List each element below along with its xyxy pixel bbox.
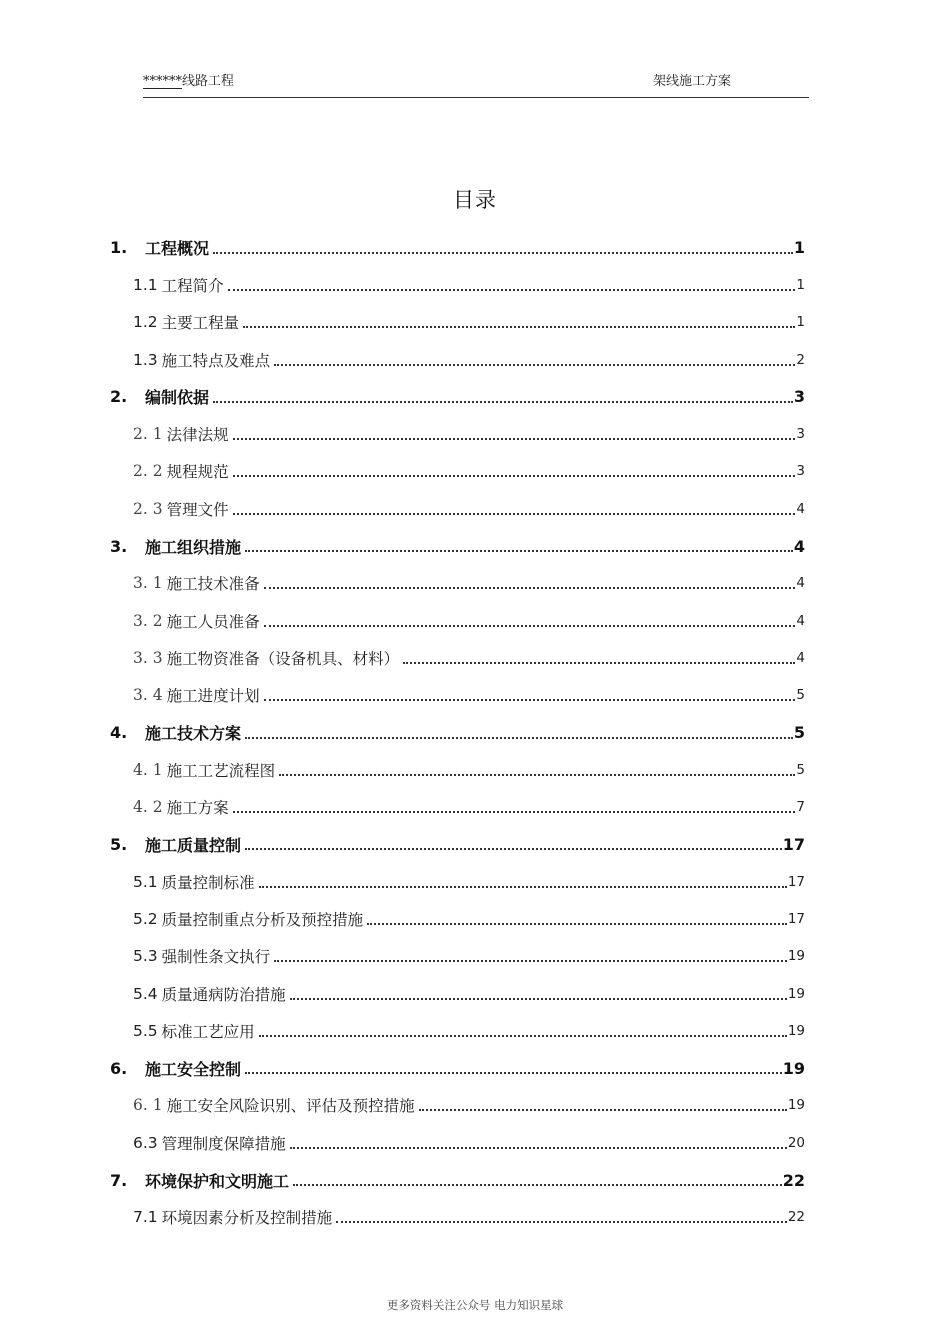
toc-leader-dots (419, 1109, 787, 1111)
header-left-text: 线路工程 (182, 74, 235, 89)
toc-entry-page: 5 (793, 723, 805, 742)
toc-entry-section[interactable] (110, 863, 805, 900)
toc-entry-label: 施工技术方案 (145, 724, 242, 743)
toc-entry-chapter[interactable] (110, 714, 805, 751)
toc-entry-section[interactable] (110, 602, 805, 639)
toc-entry-section[interactable] (110, 938, 805, 975)
toc-entry-number: 3. 2 (133, 611, 163, 630)
toc-entry-label: 管理文件 (166, 500, 229, 519)
toc-entry-page: 17 (787, 873, 805, 890)
toc-leader-dots (274, 960, 787, 962)
toc-entry-label: 施工物资准备（设备机具、材料） (166, 649, 400, 668)
toc-leader-dots (245, 848, 782, 850)
toc-entry-number: 2. 1 (133, 425, 163, 444)
toc-entry-number: 1.1 (133, 275, 158, 294)
toc-entry-section[interactable] (110, 788, 805, 825)
toc-entry-page: 20 (787, 1134, 805, 1151)
toc-entry-number: 1.2 (133, 313, 158, 332)
toc-entry-section[interactable] (110, 304, 805, 341)
toc-entry-page: 4 (796, 575, 805, 592)
toc-entry-number: 7.1 (133, 1208, 158, 1227)
page-footer: 更多资料关注公众号 电力知识星球 (386, 1298, 564, 1312)
toc-entry-label: 规程规范 (166, 463, 229, 482)
toc-entry-label: 环境保护和文明施工 (145, 1171, 290, 1191)
toc-entry-page: 22 (782, 1170, 805, 1190)
toc-entry-page: 19 (787, 1022, 805, 1039)
toc-entry-section[interactable] (110, 490, 805, 527)
toc-entry-page: 1 (793, 238, 805, 258)
toc-entry-chapter[interactable] (110, 229, 805, 266)
toc-entry-section[interactable] (110, 453, 805, 490)
toc-entry-page: 19 (787, 1097, 805, 1114)
toc-leader-dots (245, 1072, 782, 1074)
toc-entry-page: 4 (796, 500, 805, 517)
toc-entry-page: 5 (796, 761, 805, 778)
toc-entry-label: 施工工艺流程图 (166, 761, 276, 780)
toc-entry-label: 施工技术准备 (166, 575, 260, 594)
header-divider (143, 97, 809, 98)
toc-entry-number: 2. 2 (133, 462, 163, 481)
toc-entry-number: 4. (110, 723, 128, 742)
toc-entry-number: 6. (110, 1058, 128, 1078)
page-header (143, 68, 809, 100)
toc-entry-section[interactable] (110, 1012, 805, 1049)
toc-entry-section[interactable] (110, 900, 805, 937)
toc-leader-dots (228, 289, 796, 291)
header-project-name (143, 70, 234, 89)
toc-entry-label: 主要工程量 (161, 314, 240, 333)
toc-entry-page: 17 (782, 834, 805, 854)
toc-entry-label: 工程简介 (161, 276, 224, 295)
toc-entry-number: 6. 1 (133, 1096, 163, 1115)
toc-leader-dots (264, 587, 796, 589)
toc-entry-label: 施工人员准备 (166, 612, 260, 631)
toc-leader-dots (264, 699, 796, 701)
toc-leader-dots (245, 550, 793, 552)
toc-entry-label: 施工特点及难点 (161, 351, 271, 370)
toc-entry-chapter[interactable] (110, 527, 805, 564)
toc-entry-label: 标准工艺应用 (161, 1022, 255, 1041)
toc-leader-dots (264, 625, 796, 627)
toc-entry-number: 3. 4 (133, 686, 163, 705)
toc-entry-page: 5 (796, 687, 805, 704)
toc-entry-number: 5.1 (133, 872, 158, 891)
toc-entry-page: 3 (796, 426, 805, 443)
toc-entry-label: 强制性条文执行 (161, 948, 271, 967)
toc-leader-dots (213, 252, 793, 254)
toc-entry-number: 4. 1 (133, 760, 163, 779)
toc-entry-number: 2. 3 (133, 499, 163, 518)
toc-leader-dots (245, 737, 793, 739)
toc-entry-page: 7 (796, 799, 805, 816)
toc-entry-section[interactable] (110, 341, 805, 378)
toc-entry-label: 施工质量控制 (145, 835, 242, 855)
toc-entry-number: 7. (110, 1170, 128, 1190)
toc-entry-section[interactable] (110, 266, 805, 303)
toc-entry-number: 6.3 (133, 1133, 158, 1152)
toc-leader-dots (279, 774, 795, 776)
toc-entry-page: 2 (796, 351, 805, 368)
toc-entry-page: 3 (793, 387, 805, 407)
toc-entry-label: 质量控制标准 (161, 873, 255, 892)
toc-leader-dots (290, 998, 787, 1000)
toc-entry-number: 1. (110, 238, 128, 258)
toc-entry-page: 4 (793, 536, 805, 556)
toc-entry-number: 5.2 (133, 909, 158, 928)
toc-leader-dots (290, 1147, 787, 1149)
toc-entry-section[interactable] (110, 639, 805, 676)
toc-leader-dots (233, 513, 796, 515)
toc-entry-section[interactable] (110, 1087, 805, 1124)
toc-entry-page: 19 (787, 948, 805, 965)
toc-title: 目录 (453, 188, 497, 212)
toc-entry-number: 4. 2 (133, 798, 163, 817)
toc-entry-label: 编制依据 (145, 388, 210, 408)
toc-entry-label: 质量控制重点分析及预控措施 (161, 910, 364, 929)
toc-entry-section[interactable] (110, 415, 805, 452)
toc-leader-dots (243, 326, 795, 328)
toc-entry-label: 施工进度计划 (166, 687, 260, 706)
toc-entry-page: 4 (796, 612, 805, 629)
toc-entry-label: 环境因素分析及控制措施 (161, 1209, 333, 1228)
toc-entry-chapter[interactable] (110, 1050, 805, 1087)
toc-entry-section[interactable] (110, 565, 805, 602)
toc-leader-dots (293, 1184, 782, 1186)
toc-leader-dots (233, 438, 796, 440)
toc-entry-label: 施工方案 (166, 799, 229, 818)
toc-entry-page: 22 (787, 1209, 805, 1226)
toc-entry-label: 质量通病防治措施 (161, 985, 286, 1004)
toc-entry-number: 5. (110, 834, 128, 854)
toc-entry-number: 3. (110, 536, 128, 556)
table-of-contents (110, 229, 805, 1236)
toc-entry-page: 4 (796, 649, 805, 666)
toc-entry-number: 5.5 (133, 1021, 158, 1040)
toc-entry-label: 施工安全风险识别、评估及预控措施 (166, 1097, 415, 1116)
toc-entry-chapter[interactable] (110, 826, 805, 863)
toc-entry-label: 工程概况 (145, 239, 210, 259)
toc-entry-label: 管理制度保障措施 (161, 1134, 286, 1153)
toc-leader-dots (259, 1035, 787, 1037)
toc-leader-dots (274, 364, 795, 366)
toc-leader-dots (367, 923, 787, 925)
toc-entry-number: 5.4 (133, 984, 158, 1003)
toc-leader-dots (233, 811, 796, 813)
toc-entry-chapter[interactable] (110, 378, 805, 415)
toc-entry-number: 3. 3 (133, 648, 163, 667)
header-redacted-name: ****** (143, 74, 182, 89)
toc-entry-page: 3 (796, 463, 805, 480)
toc-leader-dots (403, 662, 795, 664)
header-doc-title: 架线施工方案 (652, 74, 731, 89)
toc-leader-dots (233, 475, 796, 477)
toc-entry-section[interactable] (110, 1124, 805, 1161)
toc-entry-label: 施工安全控制 (145, 1059, 242, 1079)
toc-entry-section[interactable] (110, 975, 805, 1012)
toc-entry-number: 3. 1 (133, 574, 163, 593)
toc-leader-dots (336, 1221, 787, 1223)
toc-leader-dots (259, 886, 787, 888)
toc-entry-page: 1 (796, 314, 805, 331)
toc-entry-label: 施工组织措施 (145, 537, 242, 557)
toc-entry-page: 19 (782, 1058, 805, 1078)
toc-entry-page: 17 (787, 910, 805, 927)
toc-entry-label: 法律法规 (166, 426, 229, 445)
toc-entry-number: 2. (110, 387, 128, 407)
toc-leader-dots (213, 401, 793, 403)
toc-entry-chapter[interactable] (110, 1161, 805, 1198)
toc-entry-section[interactable] (110, 677, 805, 714)
toc-entry-page: 1 (796, 276, 805, 293)
toc-entry-section[interactable] (110, 1199, 805, 1236)
toc-entry-section[interactable] (110, 751, 805, 788)
toc-entry-number: 5.3 (133, 947, 158, 966)
toc-entry-number: 1.3 (133, 350, 158, 369)
toc-entry-page: 19 (787, 985, 805, 1002)
